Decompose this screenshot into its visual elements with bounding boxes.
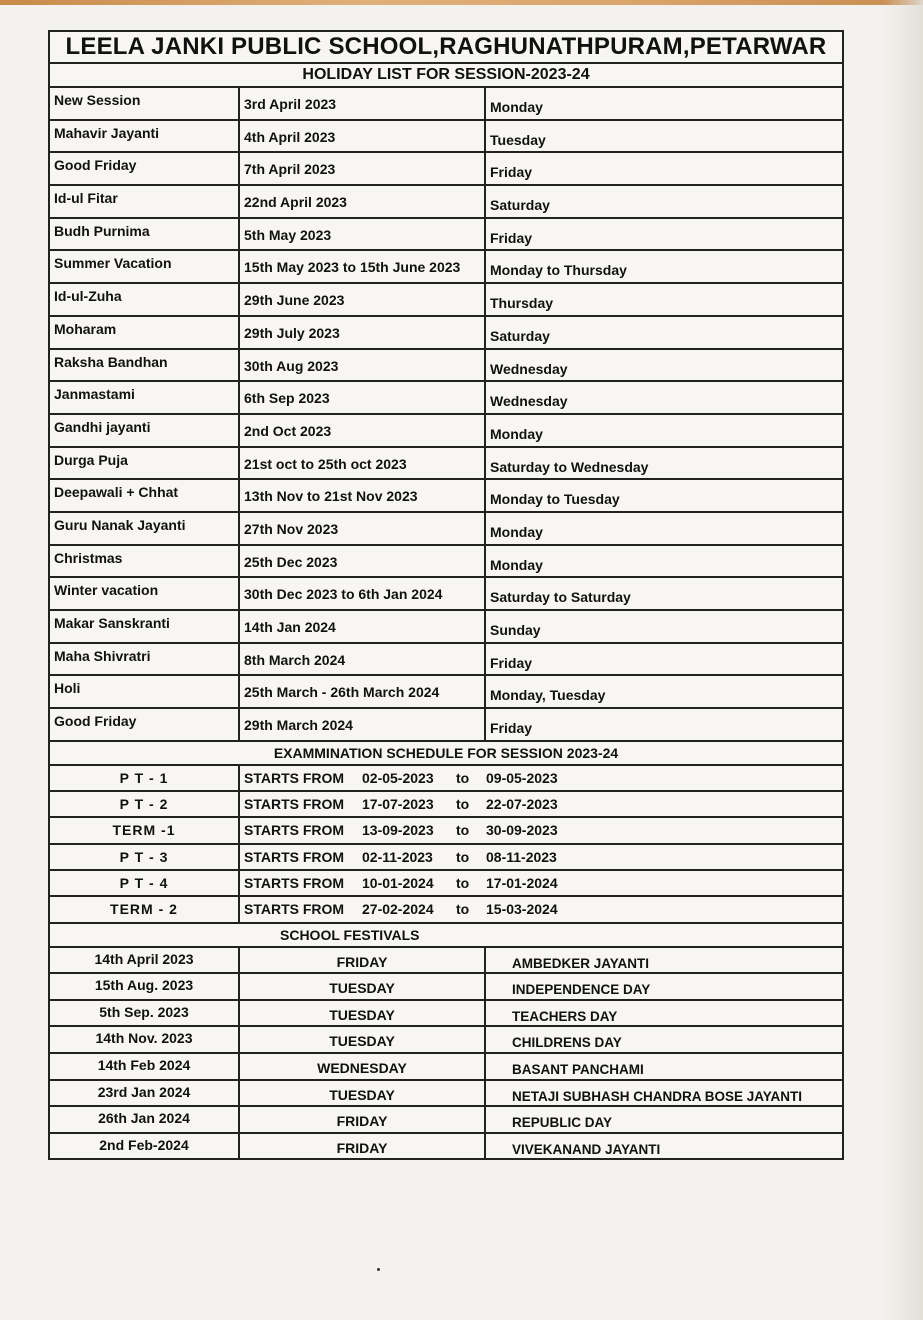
holiday-name: Deepawali + Chhat (50, 480, 240, 511)
festival-row (50, 1081, 842, 1108)
exam-to-word: to (456, 822, 470, 839)
festival-day: TUESDAY (240, 974, 486, 999)
holiday-name: Maha Shivratri (50, 644, 240, 675)
exam-to-word: to (456, 901, 470, 918)
festival-day: FRIDAY (240, 1134, 486, 1159)
festival-day: FRIDAY (240, 948, 486, 973)
festival-row (50, 1107, 842, 1134)
holiday-day: Saturday (490, 327, 550, 344)
festival-row (50, 1001, 842, 1028)
exam-table (50, 766, 842, 924)
exam-start-date: 27-02-2024 (362, 901, 434, 918)
holiday-date: 30th Dec 2023 to 6th Jan 2024 (240, 578, 486, 609)
festival-day: TUESDAY (240, 1081, 486, 1106)
festival-day: WEDNESDAY (240, 1054, 486, 1079)
holiday-row (50, 611, 842, 644)
holiday-row (50, 350, 842, 383)
holiday-date: 5th May 2023 (240, 219, 486, 250)
exam-row (50, 792, 842, 818)
holiday-day: Friday (490, 164, 533, 181)
exam-end-date: 22-07-2023 (486, 796, 558, 813)
exam-row (50, 845, 842, 871)
holiday-row (50, 88, 842, 121)
holiday-row (50, 251, 842, 284)
holiday-day: Monday to Thursday (490, 262, 627, 279)
festival-date: 26th Jan 2024 (50, 1107, 240, 1132)
holiday-name: Id-ul Fitar (50, 186, 240, 217)
holiday-date: 4th April 2023 (240, 121, 486, 152)
holiday-name: Raksha Bandhan (50, 350, 240, 381)
exam-to-word: to (456, 848, 470, 865)
holiday-day: Monday to Tuesday (490, 491, 620, 508)
festival-name: TEACHERS DAY (512, 1008, 618, 1024)
holiday-day: Monday (490, 99, 543, 115)
festival-name: BASANT PANCHAMI (512, 1061, 644, 1077)
festival-row (50, 948, 842, 975)
festival-row (50, 1054, 842, 1081)
exam-end-date: 08-11-2023 (486, 848, 557, 865)
holiday-day: Tuesday (490, 131, 546, 148)
holiday-row (50, 219, 842, 252)
holiday-name: Mahavir Jayanti (50, 121, 240, 152)
exam-row (50, 897, 842, 923)
holiday-table (50, 88, 842, 742)
festival-date: 15th Aug. 2023 (50, 974, 240, 999)
festival-row (50, 1027, 842, 1054)
holiday-row (50, 448, 842, 481)
exam-start-date: 02-11-2023 (362, 848, 433, 865)
paper-shadow (883, 0, 923, 1320)
holiday-row (50, 480, 842, 513)
holiday-name: Good Friday (50, 709, 240, 740)
paper-speck (377, 1268, 380, 1271)
holiday-row (50, 513, 842, 546)
holiday-day: Monday (490, 556, 543, 573)
holiday-row (50, 382, 842, 415)
holiday-date: 6th Sep 2023 (240, 382, 486, 413)
exam-end-date: 09-05-2023 (486, 769, 558, 786)
holiday-date: 21st oct to 25th oct 2023 (240, 448, 486, 479)
festival-table (50, 948, 842, 1161)
holiday-row (50, 153, 842, 186)
holiday-date: 2nd Oct 2023 (240, 415, 486, 446)
exam-starts-label: STARTS FROM (244, 875, 345, 892)
exam-schedule-heading: EXAMMINATION SCHEDULE FOR SESSION 2023-24 (50, 742, 842, 766)
holiday-row (50, 676, 842, 709)
holiday-date: 25th March - 26th March 2024 (240, 676, 486, 707)
exam-start-date: 02-05-2023 (362, 769, 434, 786)
festival-name: CHILDRENS DAY (512, 1035, 622, 1051)
holiday-row (50, 546, 842, 579)
exam-end-date: 15-03-2024 (486, 901, 558, 918)
holiday-name: Holi (50, 676, 240, 707)
holiday-day: Sunday (490, 622, 541, 638)
festival-name: REPUBLIC DAY (512, 1115, 613, 1131)
holiday-day: Wednesday (490, 393, 568, 410)
festival-date: 14th April 2023 (50, 948, 240, 973)
holiday-row (50, 578, 842, 611)
holiday-day: Thursday (490, 295, 554, 312)
festival-date: 2nd Feb-2024 (50, 1134, 240, 1159)
exam-name: TERM - 2 (50, 897, 240, 921)
festival-day: TUESDAY (240, 1001, 486, 1026)
holiday-day: Wednesday (490, 360, 568, 377)
holiday-row (50, 709, 842, 742)
exam-to-word: to (456, 875, 470, 892)
holiday-row (50, 415, 842, 448)
exam-starts-label: STARTS FROM (244, 848, 345, 865)
festival-name: NETAJI SUBHASH CHANDRA BOSE JAYANTI (512, 1088, 803, 1104)
holiday-name: Summer Vacation (50, 251, 240, 282)
exam-row (50, 818, 842, 844)
holiday-day: Friday (490, 720, 533, 737)
school-name: LEELA JANKI PUBLIC SCHOOL,RAGHUNATHPURAM,PETARWAR (50, 32, 842, 64)
holiday-document (48, 30, 844, 1160)
holiday-day: Friday (490, 229, 533, 246)
holiday-row (50, 121, 842, 154)
paper-top-edge (0, 0, 923, 5)
holiday-date: 25th Dec 2023 (240, 546, 486, 577)
festival-date: 14th Nov. 2023 (50, 1027, 240, 1052)
holiday-name: Moharam (50, 317, 240, 348)
holiday-list-heading: HOLIDAY LIST FOR SESSION-2023-24 (50, 64, 842, 88)
holiday-date: 22nd April 2023 (240, 186, 486, 217)
exam-start-date: 13-09-2023 (362, 822, 434, 839)
holiday-date: 29th March 2024 (240, 709, 486, 740)
exam-name: P T - 2 (50, 792, 240, 816)
exam-to-word: to (456, 796, 470, 813)
holiday-date: 29th July 2023 (240, 317, 486, 348)
exam-starts-label: STARTS FROM (244, 796, 345, 813)
festival-day: TUESDAY (240, 1027, 486, 1052)
holiday-day: Monday (490, 425, 543, 442)
festival-date: 14th Feb 2024 (50, 1054, 240, 1079)
festival-row (50, 974, 842, 1001)
exam-start-date: 17-07-2023 (362, 796, 434, 813)
holiday-name: Makar Sanskranti (50, 611, 240, 642)
exam-starts-label: STARTS FROM (244, 901, 345, 918)
holiday-row (50, 284, 842, 317)
festival-date: 5th Sep. 2023 (50, 1001, 240, 1026)
festival-name: AMBEDKER JAYANTI (512, 955, 650, 971)
holiday-date: 3rd April 2023 (240, 88, 486, 119)
holiday-date: 8th March 2024 (240, 644, 486, 675)
festival-day: FRIDAY (240, 1107, 486, 1132)
exam-start-date: 10-01-2024 (362, 875, 434, 892)
exam-starts-label: STARTS FROM (244, 769, 345, 786)
holiday-day: Monday, Tuesday (490, 687, 606, 704)
holiday-name: Durga Puja (50, 448, 240, 479)
holiday-date: 13th Nov to 21st Nov 2023 (240, 480, 486, 511)
holiday-name: Gandhi jayanti (50, 415, 240, 446)
exam-name: TERM -1 (50, 818, 240, 842)
exam-to-word: to (456, 769, 470, 786)
holiday-name: Winter vacation (50, 578, 240, 609)
exam-row (50, 871, 842, 897)
holiday-name: Janmastami (50, 382, 240, 413)
holiday-name: Christmas (50, 546, 240, 577)
holiday-day: Friday (490, 654, 533, 671)
exam-row (50, 766, 842, 792)
holiday-date: 14th Jan 2024 (240, 611, 486, 642)
holiday-date: 27th Nov 2023 (240, 513, 486, 544)
holiday-name: Guru Nanak Jayanti (50, 513, 240, 544)
holiday-name: New Session (50, 88, 240, 119)
school-festivals-heading: SCHOOL FESTIVALS (50, 924, 842, 948)
holiday-day: Monday (490, 523, 543, 540)
holiday-date: 30th Aug 2023 (240, 350, 486, 381)
holiday-name: Id-ul-Zuha (50, 284, 240, 315)
exam-end-date: 30-09-2023 (486, 822, 558, 839)
exam-end-date: 17-01-2024 (486, 875, 558, 892)
holiday-date: 29th June 2023 (240, 284, 486, 315)
festival-date: 23rd Jan 2024 (50, 1081, 240, 1106)
holiday-day: Saturday to Saturday (490, 589, 631, 606)
holiday-row (50, 644, 842, 677)
holiday-name: Budh Purnima (50, 219, 240, 250)
festival-name: VIVEKANAND JAYANTI (512, 1141, 661, 1157)
holiday-name: Good Friday (50, 153, 240, 184)
holiday-date: 15th May 2023 to 15th June 2023 (240, 251, 486, 282)
holiday-date: 7th April 2023 (240, 153, 486, 184)
festival-name: INDEPENDENCE DAY (512, 982, 651, 998)
exam-name: P T - 3 (50, 845, 240, 869)
exam-starts-label: STARTS FROM (244, 822, 345, 839)
exam-name: P T - 1 (50, 766, 240, 790)
holiday-day: Saturday (490, 197, 550, 214)
festival-row (50, 1134, 842, 1161)
exam-name: P T - 4 (50, 871, 240, 895)
holiday-row (50, 317, 842, 350)
holiday-day: Saturday to Wednesday (490, 458, 649, 475)
holiday-row (50, 186, 842, 219)
